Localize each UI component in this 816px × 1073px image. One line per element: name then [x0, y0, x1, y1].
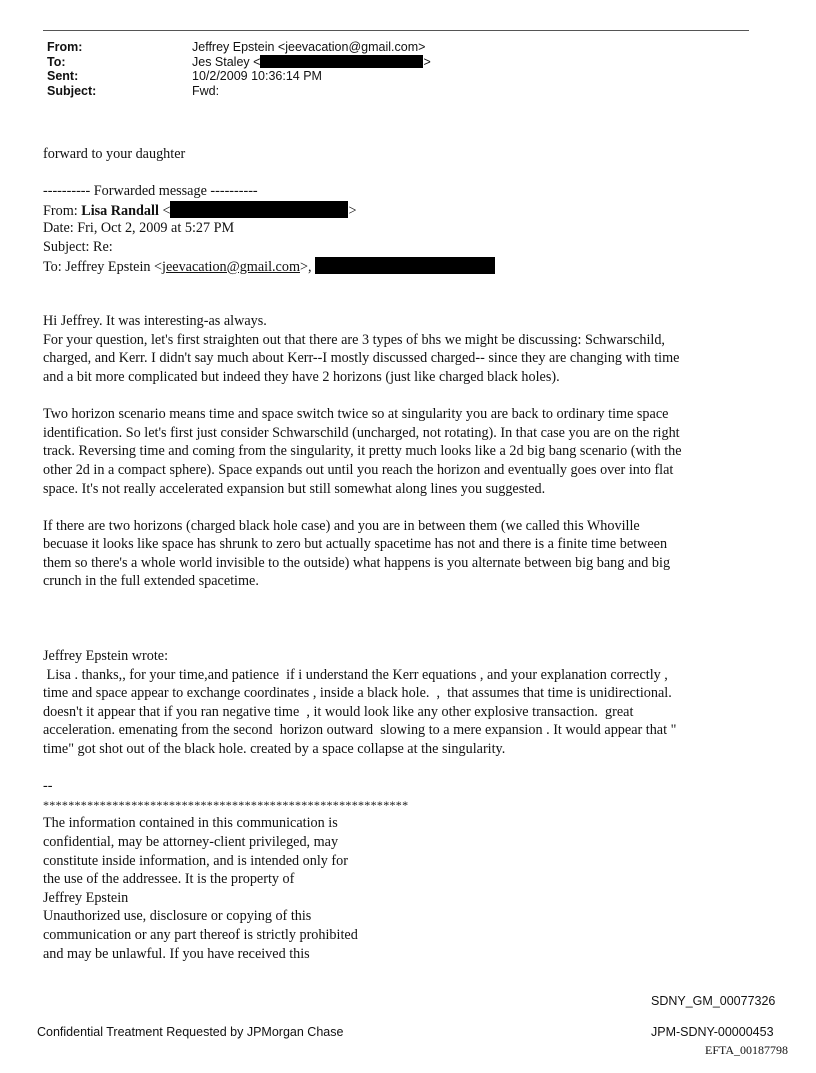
forwarded-from-prefix: From:: [43, 202, 82, 219]
reply-line: crunch in the full extended spacetime.: [43, 573, 259, 590]
quoted-line: acceleration. emenating from the second horizon outward slowing to a mere expansion . It would appear that ": [43, 722, 677, 739]
subject-value: Fwd:: [192, 83, 220, 98]
subject-label: Subject:: [47, 83, 97, 98]
sent-value: 10/2/2009 10:36:14 PM: [192, 69, 322, 83]
reply-paragraph-2: [43, 405, 743, 498]
header-sent-row: [47, 69, 431, 84]
from-label: From:: [47, 40, 83, 54]
efta-stamp: EFTA_00187798: [705, 1043, 789, 1057]
redaction-box: [315, 257, 495, 274]
bates-stamp-gm: SDNY_GM_00077326: [651, 994, 776, 1008]
reply-line: charged, and Kerr. I didn't say much about Kerr--I mostly discussed charged-- since they are changing with time: [43, 350, 680, 367]
forwarded-from-close: >: [348, 202, 357, 219]
header-from-row: [47, 40, 431, 55]
to-value-suffix: >: [423, 54, 431, 69]
signature-block: [43, 777, 743, 963]
redaction-box: [170, 201, 348, 218]
forwarded-header: [43, 182, 743, 275]
email-body: [43, 145, 743, 963]
from-value: Jeffrey Epstein <jeevacation@gmail.com>: [192, 40, 426, 54]
quoted-line: time and space appear to exchange coordinates , inside a black hole. , that assumes that time is unidirectional.: [43, 685, 672, 702]
reply-line: and a bit more complicated but indeed they have 2 horizons (just like charged black holes).: [43, 368, 560, 385]
quoted-message: [43, 647, 743, 759]
quoted-line: Lisa . thanks,, for your time,and patience if i understand the Kerr equations , and your explanation correctly ,: [43, 666, 668, 683]
quoted-line: time" got shot out of the black hole. created by a space collapse at the singularity.: [43, 741, 506, 758]
signature-dashes: --: [43, 778, 53, 795]
reply-paragraph-1: [43, 312, 743, 386]
reply-line: Hi Jeffrey. It was interesting-as always.: [43, 313, 267, 330]
forwarded-to: [43, 257, 743, 276]
signature-line: Unauthorized use, disclosure or copying of this: [43, 908, 312, 925]
reply-line: space. It's not really accelerated expansion but still somewhat along lines you suggested.: [43, 480, 546, 497]
sent-label: Sent:: [47, 69, 79, 83]
forwarded-from: [43, 201, 743, 220]
reply-line: becuase it looks like space has shrunk to zero but actually spacetime has not and there is a finite time between: [43, 536, 668, 553]
reply-line: track. Reversing time and coming from the singularity, it pretty much looks like a 2d big bang scenario (with the: [43, 443, 682, 460]
reply-line: them so there's a whole world invisible to the outside) what happens is you alternate between big bang and big: [43, 554, 671, 571]
bates-stamp-jpm: JPM-SDNY-00000453: [651, 1025, 774, 1039]
reply-line: identification. So let's first just consider Schwarschild (uncharged, not rotating). In that case you are on the right: [43, 424, 680, 441]
email-header: [47, 40, 431, 98]
confidential-notice: Confidential Treatment Requested by JPMorgan Chase: [37, 1025, 344, 1039]
signature-stars: **********************************************************: [43, 797, 409, 812]
forwarded-from-name: Lisa Randall: [81, 202, 159, 219]
header-subject-row: [47, 84, 431, 99]
redaction-box: [260, 55, 423, 68]
forwarded-subject: Subject: Re:: [43, 238, 113, 255]
header-to-row: [47, 55, 431, 70]
forwarded-from-open: <: [158, 202, 171, 219]
to-value-prefix: Jes Staley <: [192, 54, 261, 69]
intro-text: forward to your daughter: [43, 146, 186, 162]
quoted-intro: Jeffrey Epstein wrote:: [43, 648, 169, 665]
signature-line: The information contained in this communication is: [43, 815, 338, 832]
signature-line: and may be unlawful. If you have received this: [43, 945, 310, 962]
signature-line: confidential, may be attorney-client privileged, may: [43, 834, 339, 850]
forwarded-divider: ---------- Forwarded message ----------: [43, 183, 258, 200]
forwarded-date: Date: Fri, Oct 2, 2009 at 5:27 PM: [43, 220, 235, 237]
signature-line: Jeffrey Epstein: [43, 889, 129, 906]
forwarded-to-suffix: >,: [300, 258, 312, 275]
reply-paragraph-3: [43, 517, 743, 591]
signature-line: constitute inside information, and is intended only for: [43, 852, 348, 869]
signature-line: the use of the addressee. It is the property of: [43, 871, 295, 888]
reply-line: For your question, let's first straighten out that there are 3 types of bhs we might be discussing: Schwarschild,: [43, 331, 665, 348]
reply-line: other 2d in a compact sphere). Space expands out until you reach the horizon and eventually goes over into flat: [43, 461, 674, 478]
header-rule: [43, 30, 749, 31]
signature-line: communication or any part thereof is strictly prohibited: [43, 926, 358, 943]
quoted-line: doesn't it appear that if you ran negative time , it would look like any other explosive transaction. great: [43, 703, 634, 720]
forwarded-to-prefix: To: Jeffrey Epstein <: [43, 258, 163, 275]
forwarded-to-email-link[interactable]: jeevacation@gmail.com: [162, 258, 300, 275]
to-label: To:: [47, 54, 66, 69]
reply-line: If there are two horizons (charged black hole case) and you are in between them (we called this Whoville: [43, 517, 640, 534]
reply-line: Two horizon scenario means time and space switch twice so at singularity you are back to ordinary time space: [43, 406, 669, 423]
